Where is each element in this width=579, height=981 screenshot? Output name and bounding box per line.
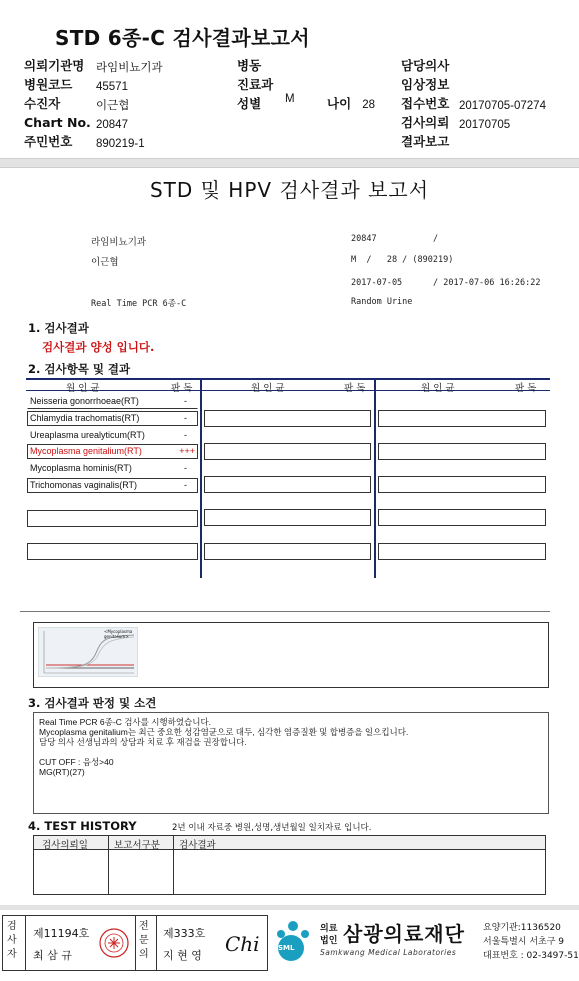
empty-row: [204, 543, 371, 560]
report-slash: /: [433, 234, 439, 244]
pathogen-name: Trichomonas vaginalis(RT): [30, 480, 138, 490]
chart-no-label: Chart No.: [24, 115, 91, 130]
table-divider-2: [374, 378, 376, 578]
col-pathogen-3: 원 인 균: [421, 383, 455, 394]
result-row: [27, 411, 198, 426]
clinical-info-label: 임상정보: [401, 77, 450, 92]
result-row: [27, 428, 198, 443]
history-col-type: 보고서구분: [114, 840, 160, 851]
report-sex-age: M / 28 / (890219): [351, 255, 454, 265]
empty-row: [204, 443, 371, 460]
specialist-license: 제333호: [163, 927, 206, 940]
report-clinic: 라임비뇨기과: [91, 237, 147, 248]
header-left-values: [96, 56, 163, 151]
finding-line: CUT OFF : 음성>40: [39, 757, 114, 767]
table-divider-1: [200, 378, 202, 578]
corp-info-3: 대표번호 : 02-3497-51: [483, 951, 579, 961]
patient-value: 이근협: [96, 100, 130, 112]
corp-small-2: 법인: [320, 936, 338, 946]
pathogen-result: -: [184, 413, 187, 423]
hospital-code-label: 병원코드: [24, 77, 73, 92]
corp-name: 삼광의료재단: [343, 922, 465, 946]
empty-row: [204, 476, 371, 493]
pathogen-name: Mycoplasma genitalium(RT): [30, 446, 142, 456]
history-col-divider: [108, 836, 109, 894]
pathogen-result: -: [184, 396, 187, 406]
patient-label: 수진자: [24, 96, 61, 111]
signature-box: [2, 915, 268, 971]
ward-label: 병동: [237, 58, 262, 73]
report-method: Real Time PCR 6종-C: [91, 299, 187, 309]
corp-info-1: 요양기관:1136520: [483, 923, 561, 933]
col-pathogen-1: 원 인 균: [66, 383, 100, 394]
result-row: [27, 478, 198, 493]
result-row-positive: [27, 444, 198, 459]
section2-heading: 2. 검사항목 및 결과: [28, 362, 131, 376]
hospital-code-value: 45571: [96, 81, 128, 93]
header-right-values: [459, 56, 546, 151]
request-date-label: 검사의뢰: [401, 115, 450, 130]
report-date-label: 결과보고: [401, 134, 450, 149]
finding-line: 담당 의사 선생님과의 상담과 치료 후 재검을 권장합니다.: [39, 737, 247, 747]
logo-text: SML: [278, 944, 295, 952]
seal-icon: [98, 927, 130, 959]
history-table: [33, 835, 546, 895]
pathogen-name: Ureaplasma urealyticum(RT): [30, 430, 145, 440]
corp-en-name: Samkwang Medical Laboratories: [320, 948, 457, 957]
findings-box: [33, 712, 549, 814]
inspector-license: 제11194호: [33, 927, 90, 940]
age-label: 나이: [327, 96, 352, 111]
pathogen-result: +++: [179, 446, 195, 456]
receipt-no-value: 20170705-07274: [459, 100, 546, 112]
header-left-block: [24, 55, 91, 150]
col-pathogen-2: 원 인 균: [251, 383, 285, 394]
chart-legend: <Mycoplasma genitalium>: [104, 629, 133, 639]
report-specimen: Random Urine: [351, 297, 413, 307]
col-judgement-1: 판 독: [171, 383, 193, 394]
sig-divider: [156, 916, 157, 970]
finding-line: [39, 747, 543, 757]
finding-line: Mycoplasma genitalium는 최근 중요한 성감염균으로 대두, 심각한 염증질환 및 합병증을 일으킵니다.: [39, 727, 409, 737]
history-col-result: 검사결과: [179, 840, 216, 851]
specialist-name: 지 현 영: [163, 949, 202, 962]
empty-row: [27, 510, 198, 527]
report-date-reported: / 2017-07-06 16:26:22: [433, 278, 541, 288]
empty-row: [204, 509, 371, 526]
col-judgement-3: 판 독: [515, 383, 537, 394]
resident-no-label: 주민번호: [24, 134, 73, 149]
section1-result: 검사결과 양성 입니다.: [42, 340, 155, 354]
empty-row: [27, 543, 198, 560]
clinic-value: 라임비뇨기과: [96, 62, 163, 74]
header-right-block: [401, 55, 449, 150]
pathogen-result: -: [184, 430, 187, 440]
pathogen-result: -: [184, 480, 187, 490]
header-mid-block: [237, 55, 295, 112]
report-patient: 이근협: [91, 257, 119, 268]
corp-small-1: 의료: [320, 924, 338, 934]
resident-no-value: 890219-1: [96, 138, 145, 150]
empty-row: [378, 509, 546, 526]
section4-heading: 4. TEST HISTORY: [28, 819, 137, 833]
clinic-label: 의뢰기관명: [24, 58, 85, 73]
inspector-side-label: 검사자: [7, 921, 17, 960]
section-divider: [20, 611, 550, 612]
section1-heading: 1. 검사결과: [28, 321, 89, 335]
sig-divider: [135, 916, 136, 970]
sex-value: M: [285, 93, 295, 105]
section3-heading: 3. 검사결과 판정 및 소견: [28, 696, 157, 710]
doctor-label: 담당의사: [401, 58, 450, 73]
empty-row: [378, 543, 546, 560]
sex-label: 성별: [237, 96, 262, 111]
result-row: [27, 461, 198, 476]
empty-row: [204, 410, 371, 427]
request-date-value: 20170705: [459, 119, 511, 131]
report-header-title: STD 6종-C 검사결과보고서: [55, 26, 310, 50]
report-date-received: 2017-07-05: [351, 278, 403, 288]
age-value: 28: [362, 99, 376, 111]
sml-logo-icon: [271, 918, 315, 962]
history-note: 2년 이내 자료중 병원,성명,생년월일 일치자료 입니다.: [172, 823, 372, 833]
col-judgement-2: 판 독: [344, 383, 366, 394]
history-col-date: 검사의뢰일: [42, 840, 88, 851]
report-title: STD 및 HPV 검사결과 보고서: [149, 178, 430, 202]
receipt-no-label: 접수번호: [401, 96, 450, 111]
report-chart-no: 20847: [351, 234, 377, 244]
corp-info-2: 서울특별시 서초구 9: [483, 937, 565, 947]
page-separator: [0, 158, 579, 168]
specialist-side-label: 전문의: [139, 921, 149, 960]
empty-row: [378, 443, 546, 460]
finding-line: MG(RT)(27): [39, 767, 85, 777]
chart-no-value: 20847: [96, 119, 128, 131]
pcr-chart-box: [33, 622, 549, 688]
empty-row: [378, 410, 546, 427]
result-row: [27, 394, 198, 409]
age-block: [327, 93, 375, 112]
inspector-name: 최 삼 규: [33, 949, 72, 962]
history-col-divider: [173, 836, 174, 894]
pathogen-name: Chlamydia trachomatis(RT): [30, 413, 140, 423]
pathogen-name: Neisseria gonorrhoeae(RT): [30, 396, 139, 406]
history-header: [34, 836, 545, 850]
sig-divider: [25, 916, 26, 970]
finding-line: Real Time PCR 6종-C 검사를 시행하였습니다.: [39, 717, 212, 727]
department-label: 진료과: [237, 77, 274, 92]
pathogen-result: -: [184, 463, 187, 473]
results-table-header: [26, 378, 550, 394]
empty-row: [378, 476, 546, 493]
specialist-signature: Chi: [225, 932, 260, 956]
pathogen-name: Mycoplasma hominis(RT): [30, 463, 132, 473]
